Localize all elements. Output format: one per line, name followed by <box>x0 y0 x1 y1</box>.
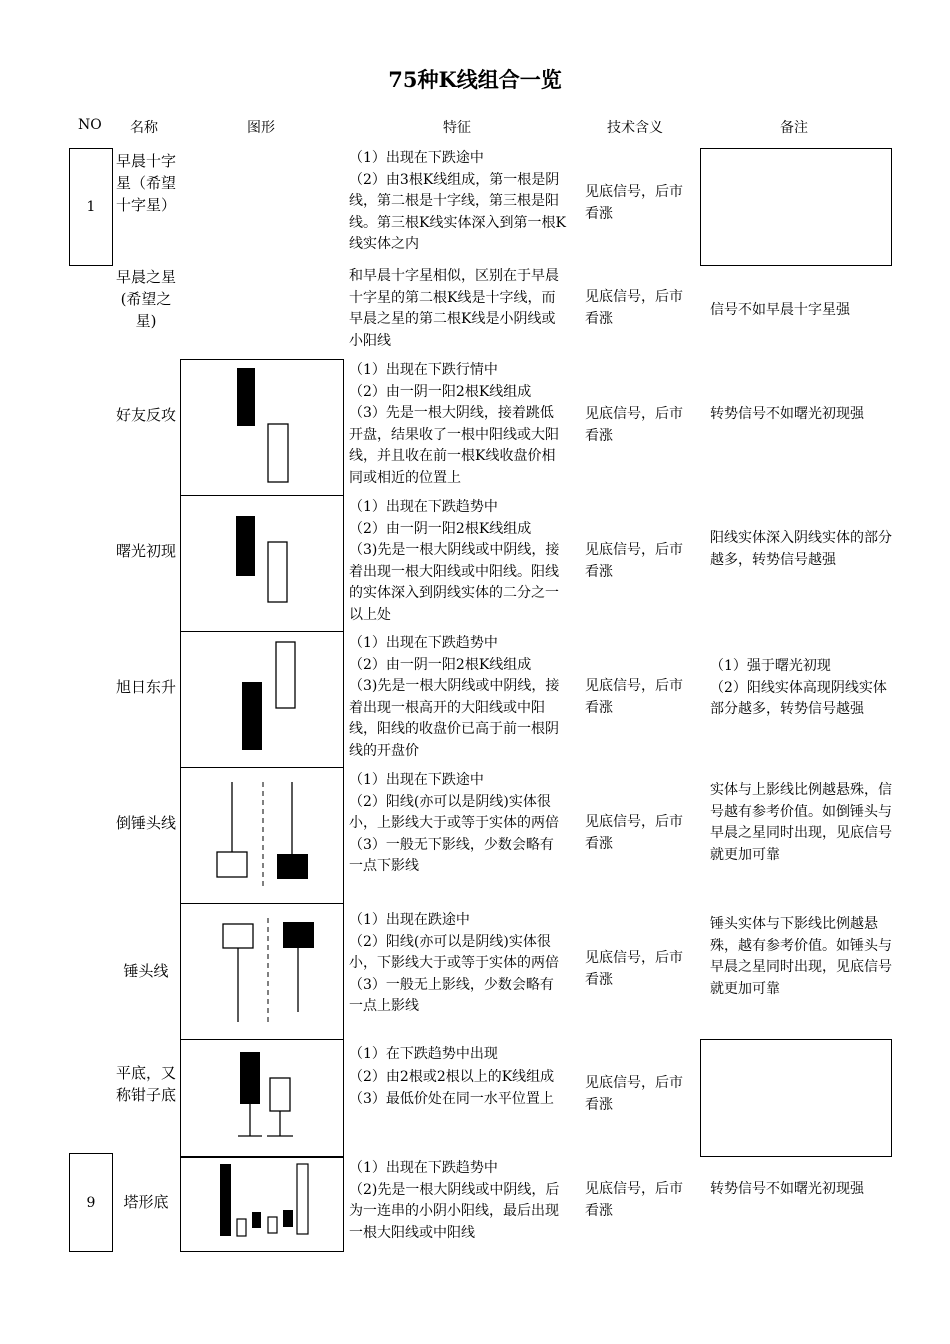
pattern-name: 旭日东升 <box>116 678 177 696</box>
row-number-cell <box>69 1153 113 1252</box>
pattern-note: 实体与上影线比例越悬殊，信号越有参考价值。如倒锤头与早晨之星同时出现，见底信号就更加可靠 <box>710 782 892 863</box>
pattern-feature: （1）出现在下跌趋势中 （2）由一阴一阳2根K线组成 （3)先是一根大阴线或中阴线，接着出现一根大阳线或中阳线。阳线的实体深入到阴线实体的二分之一以上处 <box>349 499 560 623</box>
note-box <box>700 148 892 266</box>
bullish-candle <box>270 1078 290 1111</box>
pattern-note: 阳线实体深入阴线实体的部分越多，转势信号越强 <box>710 530 892 568</box>
bearish-candle <box>277 854 308 879</box>
pattern-name: 早晨之星(希望之星) <box>116 268 177 330</box>
header-note: 备注 <box>780 120 808 136</box>
pattern-meaning: 见底信号，后市看涨 <box>585 1181 683 1219</box>
small-bullish-candle <box>237 1219 246 1236</box>
pattern-name: 好友反攻 <box>116 406 177 424</box>
pattern-feature: （1）出现在下跌行情中 （2）由一阴一阳2根K线组成 （3）先是一根大阴线，接着跳低开盘，结果收了一根中阳线或大阳线，并且收在前一根K线收盘价相同或相近的位置上 <box>349 362 559 486</box>
pattern-meaning: 见底信号，后市看涨 <box>585 814 683 852</box>
pattern-feature: （1）出现在下跌趋势中 （2)先是一根大阴线或中阴线，后为一连串的小阴小阳线，最后出现一根大阳线或中阳线 <box>349 1160 560 1241</box>
header-figure: 图形 <box>247 120 275 136</box>
page-title: 75种K线组合一览 <box>388 67 562 92</box>
bullish-candle <box>223 924 253 948</box>
pattern-meaning: 见底信号，后市看涨 <box>585 289 683 327</box>
pattern-note: （1）强于曙光初现 （2）阳线实体高现阴线实体部分越多，转势信号越强 <box>710 658 887 717</box>
candlestick-figure-shuguangchuxian <box>180 495 344 632</box>
pattern-name: 平底，又称钳子底 <box>116 1064 177 1104</box>
pattern-feature: （1）在下跌趋势中出现 （2）由2根或2根以上的K线组成 （3）最低价处在同一水平位置上 <box>349 1046 555 1107</box>
row-number-cell <box>69 148 113 266</box>
pattern-meaning: 见底信号，后市看涨 <box>585 184 683 222</box>
pattern-feature: （1）出现在跌途中 （2）阳线(亦可以是阴线)实体很小，下影线大于或等于实体的两倍 （3）一般无上影线，少数会略有一点上影线 <box>349 912 559 1014</box>
pattern-note: 转势信号不如曙光初现强 <box>710 1181 864 1197</box>
note-box <box>700 1039 892 1157</box>
candlestick-figure-xuridongsheng <box>180 631 344 768</box>
candlestick-figure-daochuitouxian <box>180 767 344 904</box>
bearish-candle <box>283 922 314 948</box>
pattern-feature: （1）出现在下跌途中 （2）由3根K线组成，第一根是阴线，第二根是十字线，第三根是阳线。第三根K线实体深入到第一根K线实体之内 <box>349 150 566 252</box>
candlestick-figure-pingdi <box>180 1039 344 1157</box>
bullish-candle <box>297 1164 308 1234</box>
bearish-candle <box>236 516 255 576</box>
pattern-meaning: 见底信号，后市看涨 <box>585 678 683 716</box>
pattern-feature: （1）出现在下跌途中 （2）阳线(亦可以是阴线)实体很小，上影线大于或等于实体的两倍 （3）一般无下影线，少数会略有一点下影线 <box>349 772 559 874</box>
pattern-name: 早晨十字星（希望十字星） <box>116 152 177 214</box>
pattern-name: 锤头线 <box>123 962 169 980</box>
bearish-candle <box>237 368 255 426</box>
header-name: 名称 <box>130 120 158 136</box>
pattern-name: 曙光初现 <box>116 542 177 560</box>
bearish-candle <box>240 1052 260 1104</box>
bullish-candle <box>276 642 295 708</box>
pattern-name: 倒锤头线 <box>116 814 177 832</box>
pattern-note: 转势信号不如曙光初现强 <box>710 406 864 422</box>
header-feature: 特征 <box>443 120 471 136</box>
pattern-meaning: 见底信号，后市看涨 <box>585 406 683 444</box>
row-number: 9 <box>86 1194 96 1211</box>
candlestick-figure-chuitouxian <box>180 903 344 1040</box>
pattern-note: 信号不如早晨十字星强 <box>710 302 850 318</box>
pattern-feature: 和早晨十字星相似，区别在于早晨十字星的第二根K线是十字线，而早晨之星的第二根K线是小阴线或小阳线 <box>349 268 559 349</box>
candlestick-figure-haoyoufangong <box>180 359 344 496</box>
header-no: NO <box>78 117 102 133</box>
pattern-note: 锤头实体与下影线比例越悬殊，越有参考价值。如锤头与早晨之星同时出现，见底信号就更加可靠 <box>710 916 892 997</box>
pattern-name: 塔形底 <box>123 1193 169 1211</box>
row-number: 1 <box>86 199 96 215</box>
pattern-meaning: 见底信号，后市看涨 <box>585 1075 683 1113</box>
bearish-candle <box>220 1164 231 1236</box>
small-bearish-candle <box>283 1210 293 1227</box>
bearish-candle <box>242 682 262 750</box>
header-meaning: 技术含义 <box>607 120 663 136</box>
small-bearish-candle <box>252 1212 261 1228</box>
bullish-candle <box>268 542 287 602</box>
pattern-meaning: 见底信号，后市看涨 <box>585 950 683 988</box>
bullish-candle <box>217 852 247 877</box>
pattern-feature: （1）出现在下跌趋势中 （2）由一阴一阳2根K线组成 （3)先是一根大阴线或中阴线，接着出现一根高开的大阳线或中阳线，阳线的收盘价已高于前一根阴线的开盘价 <box>349 635 560 759</box>
candlestick-figure-taxingdi <box>180 1157 344 1252</box>
small-bullish-candle <box>268 1217 277 1233</box>
bullish-candle <box>268 424 288 482</box>
pattern-meaning: 见底信号，后市看涨 <box>585 542 683 580</box>
